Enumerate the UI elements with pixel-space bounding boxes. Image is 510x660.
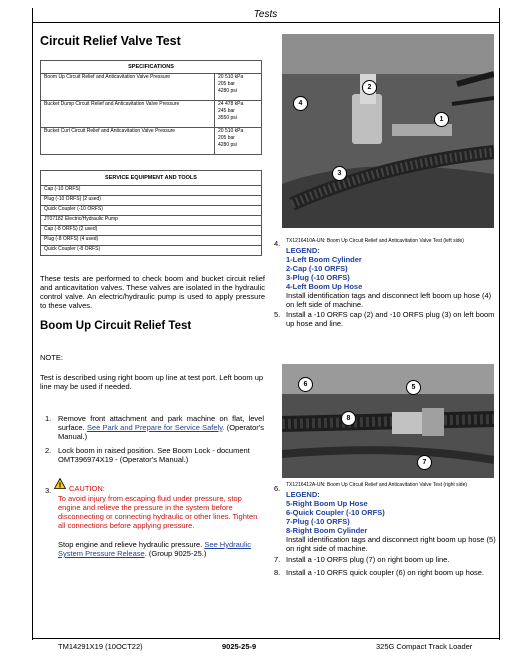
step-1: Remove front attachment and park machine on flat, level surface. See Park and Prepare for Service Safely. (Operator's Manual.) xyxy=(58,414,264,441)
step-number: 6. xyxy=(274,484,281,493)
photo-illustration xyxy=(282,34,494,228)
step-number: 1. xyxy=(45,414,52,423)
legend-label: LEGEND: xyxy=(286,490,320,499)
equipment-item: JT07182 Electric/Hydraulic Pump xyxy=(41,216,262,226)
equipment-item: Quick Coupler (-8 ORFS) xyxy=(41,246,262,256)
equipment-item: Cap (-10 ORFS) xyxy=(41,186,262,196)
callout-6: 6 xyxy=(298,377,313,392)
legend-item: 1-Left Boom Cylinder xyxy=(286,255,362,264)
pressure-release-link[interactable]: See Hydraulic System Pressure Release xyxy=(58,540,252,558)
step-number: 8. xyxy=(274,568,281,577)
step-number: 4. xyxy=(274,239,281,248)
note-label: NOTE: xyxy=(40,353,63,362)
section-header: Tests xyxy=(253,9,278,20)
step-number: 5. xyxy=(274,310,281,319)
step-5: Install a -10 ORFS cap (2) and -10 ORFS plug (3) on left boom up hose and line. xyxy=(286,310,495,328)
note-text: Test is described using right boom up line at test port. Left boom up line may be used if needed. xyxy=(40,373,264,391)
legend-item: 2-Cap (-10 ORFS) xyxy=(286,264,348,273)
legend-item: 7-Plug (-10 ORFS) xyxy=(286,517,350,526)
equipment-item: Cap (-8 ORFS) (2 used) xyxy=(41,226,262,236)
section-subtitle: Boom Up Circuit Relief Test xyxy=(40,320,192,332)
legend-item: 8-Right Boom Cylinder xyxy=(286,526,368,535)
legend-item: 5-Right Boom Up Hose xyxy=(286,499,368,508)
specifications-heading: SPECIFICATIONS xyxy=(41,61,262,74)
step-6 xyxy=(286,481,496,553)
step-4 xyxy=(286,237,496,309)
step-7: Install a -10 ORFS plug (7) on right boom up line. xyxy=(286,555,450,564)
step-6-text: Install identification tags and disconnect right boom up hose (5) on right side of machine. xyxy=(286,535,496,553)
callout-8: 8 xyxy=(341,411,356,426)
step-number: 3. xyxy=(45,486,52,495)
equipment-item: Plug (-10 ORFS) (2 used) xyxy=(41,196,262,206)
equipment-item: Quick Coupler (-10 ORFS) xyxy=(41,206,262,216)
photo-illustration xyxy=(282,364,494,478)
step-4-text: Install identification tags and disconnect left boom up hose (4) on left side of machine. xyxy=(286,291,492,309)
figure-caption: TX1216410A-UN: Boom Up Circuit Relief and Anticavitation Valve Test (left side) xyxy=(286,238,464,244)
caution-label: CAUTION: xyxy=(69,484,105,493)
step-number: 2. xyxy=(45,446,52,455)
specifications-table xyxy=(40,60,262,155)
footer-rule xyxy=(32,638,499,639)
callout-4: 4 xyxy=(293,96,308,111)
right-side-hose-photo xyxy=(282,364,494,478)
legend-item: 3-Plug (-10 ORFS) xyxy=(286,273,350,282)
equipment-item: Plug (-8 ORFS) (4 used) xyxy=(41,236,262,246)
park-machine-link[interactable]: See Park and Prepare for Service Safely xyxy=(86,423,223,432)
callout-2: 2 xyxy=(362,80,377,95)
step-number: 7. xyxy=(274,555,281,564)
equipment-table xyxy=(40,170,262,256)
spec-row: Boom Up Circuit Relief and Anticavitation Valve Pressure 20 510 kPa 205 bar 4280 psi xyxy=(41,74,262,101)
callout-7: 7 xyxy=(417,455,432,470)
legend-item: 4-Left Boom Up Hose xyxy=(286,282,363,291)
spec-row: Bucket Dump Circuit Relief and Anticavitation Valve Pressure 24 478 kPa 245 bar 3550 psi xyxy=(41,101,262,128)
callout-5: 5 xyxy=(406,380,421,395)
svg-text:!: ! xyxy=(58,481,62,489)
caution-triangle-icon xyxy=(54,478,66,489)
intro-paragraph: These tests are performed to check boom and bucket circuit relief and anticavitation valves. These valves are isolated in the hydraulic control valve. An electric/hydraulic pump is used to apply pressure to these valves. xyxy=(40,274,265,310)
step-8: Install a -10 ORFS quick coupler (6) on right boom up hose. xyxy=(286,568,485,577)
equipment-heading: SERVICE EQUIPMENT AND TOOLS xyxy=(41,171,262,186)
footer-machine: 325G Compact Track Loader xyxy=(376,642,473,651)
footer-page-number: 9025-25-9 xyxy=(222,642,257,651)
step-2: Lock boom in raised position. See Boom Lock - document OMT396974X19 - (Operator's Manual.) xyxy=(58,446,250,464)
left-side-hose-photo xyxy=(282,34,494,228)
caution-warning: To avoid injury from escaping fluid under pressure, stop engine and relieve the pressure in the system before disconnecting or connecting hydraulic or other lines. Tighten all connections before applying pressure. xyxy=(58,494,258,530)
step-3: Stop engine and relieve hydraulic pressure. See Hydraulic System Pressure Release. (Group 9025-25.) xyxy=(58,540,252,558)
legend-item: 6-Quick Coupler (-10 ORFS) xyxy=(286,508,385,517)
callout-1: 1 xyxy=(434,112,449,127)
legend-label: LEGEND: xyxy=(286,246,320,255)
footer-document-id: TM14291X19 (10OCT22) xyxy=(58,642,143,651)
callout-3: 3 xyxy=(332,166,347,181)
spec-row: Bucket Curl Circuit Relief and Anticavitation Valve Pressure 20 510 kPa 205 bar 4280 psi xyxy=(41,128,262,155)
figure-caption: TX1216412A-UN: Boom Up Circuit Relief and Anticavitation Valve Test (right side) xyxy=(286,482,468,488)
header-rule xyxy=(32,22,499,23)
page-title: Circuit Relief Valve Test xyxy=(40,34,181,48)
